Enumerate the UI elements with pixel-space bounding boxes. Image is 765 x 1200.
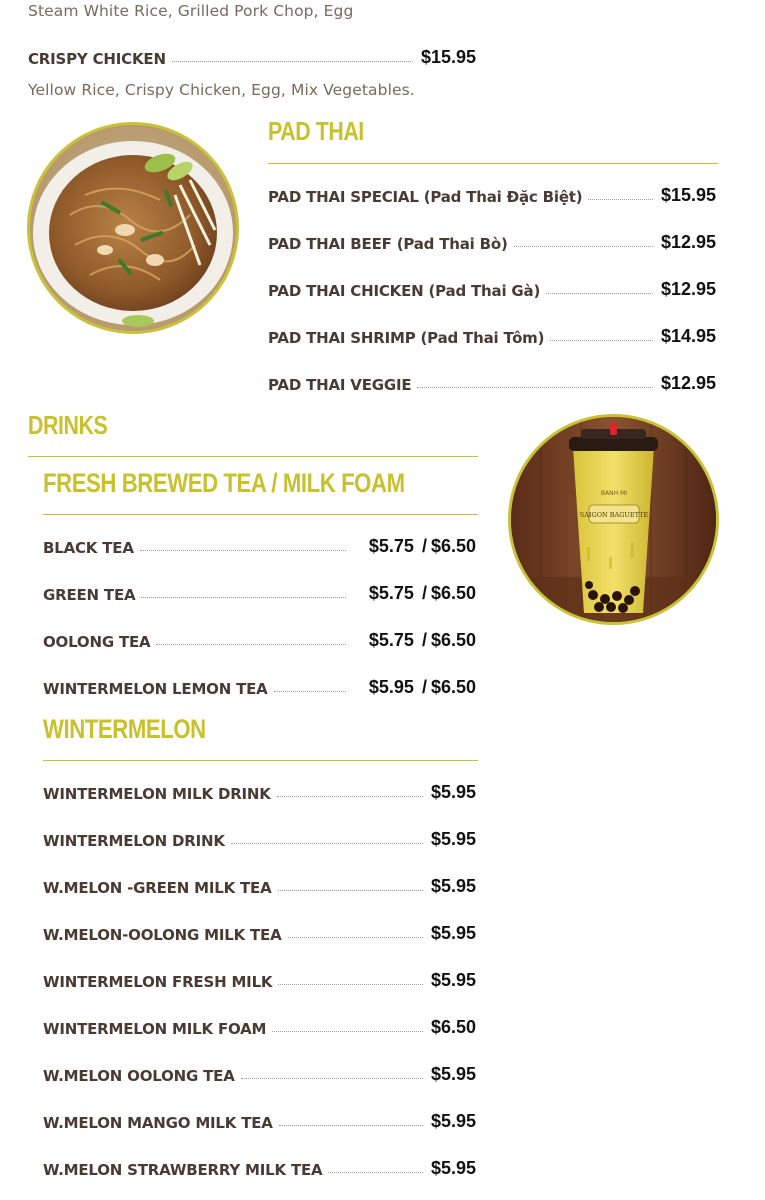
menu-item-green-tea[interactable] [43,582,476,604]
item-name: W.MELON MANGO MILK TEA [43,1114,273,1132]
dot-leader [328,1172,422,1173]
item-name: WINTERMELON FRESH MILK [43,973,273,991]
menu-item-oolong-tea[interactable] [43,629,476,651]
price-separator: / [421,536,427,556]
dot-leader [272,1031,423,1032]
item-name: PAD THAI SHRIMP (Pad Thai Tôm) [268,329,545,347]
dot-leader [417,387,653,388]
item-price: $15.95 [660,185,716,205]
price-milk-foam: $6.50 [430,630,476,650]
section-title-pad-thai: PAD THAI [268,116,364,146]
item-price: $14.95 [660,326,716,346]
price-separator: / [421,677,427,697]
item-price: $12.95 [660,279,716,299]
item-price: $12.95 [660,373,716,393]
dot-leader [141,597,346,598]
item-price [354,583,476,604]
item-name: PAD THAI SPECIAL (Pad Thai Đặc Biệt) [268,188,583,206]
price-milk-foam: $6.50 [430,677,476,697]
menu-item-wmelon-oolong-tea[interactable] [43,1063,476,1085]
dot-leader [588,199,653,200]
dot-leader [288,937,423,938]
cup-brand-small: BANH MI [600,490,628,497]
cup-brand: SAIGON BAGUETTE [579,511,649,519]
item-price: $5.95 [430,923,476,943]
item-price [354,630,476,651]
item-price: $5.95 [430,1064,476,1084]
menu-item-pad-thai-beef[interactable] [268,231,716,253]
item-price: $6.50 [430,1017,476,1037]
item-name: W.MELON OOLONG TEA [43,1067,235,1085]
section-title-drinks: DRINKS [28,410,108,440]
dot-leader [514,246,653,247]
item-name: W.MELON STRAWBERRY MILK TEA [43,1161,323,1179]
item-price: $15.95 [420,47,476,67]
item-name: GREEN TEA [43,586,136,604]
price-milk-foam: $6.50 [430,583,476,603]
dot-leader [550,340,653,341]
item-price: $5.95 [430,876,476,896]
price-regular: $5.75 [368,630,414,650]
item-name: WINTERMELON MILK DRINK [43,785,271,803]
section-divider [268,163,718,164]
dot-leader [156,644,346,645]
price-milk-foam: $6.50 [430,536,476,556]
menu-item-wintermelon-drink[interactable] [43,828,476,850]
menu-item-wintermelon-lemon-tea[interactable] [43,676,476,698]
price-separator: / [421,630,427,650]
menu-item-wintermelon-fresh-milk[interactable] [43,969,476,991]
menu-item-wmelon-oolong-milk-tea[interactable] [43,922,476,944]
dot-leader [172,61,413,62]
menu-item-crispy-chicken[interactable] [28,46,476,68]
price-regular: $5.75 [368,536,414,556]
item-name: WINTERMELON DRINK [43,832,225,850]
item-name: WINTERMELON MILK FOAM [43,1020,267,1038]
item-name: PAD THAI BEEF (Pad Thai Bò) [268,235,508,253]
pad-thai-photo [27,122,239,334]
dot-leader [278,890,423,891]
item-name: W.MELON-OOLONG MILK TEA [43,926,282,944]
bubble-tea-photo [508,414,719,625]
item-name: WINTERMELON LEMON TEA [43,680,268,698]
item-description: Yellow Rice, Crispy Chicken, Egg, Mix Vegetables. [28,81,415,99]
pad-thai-illustration [30,125,236,331]
item-description: Steam White Rice, Grilled Pork Chop, Egg [28,2,354,20]
item-name: PAD THAI VEGGIE [268,376,412,394]
dot-leader [279,1125,423,1126]
menu-item-black-tea[interactable] [43,535,476,557]
item-name: BLACK TEA [43,539,134,557]
price-regular: $5.95 [368,677,414,697]
menu-item-pad-thai-veggie[interactable] [268,372,716,394]
dot-leader [278,984,423,985]
item-price [354,536,476,557]
item-name: W.MELON -GREEN MILK TEA [43,879,272,897]
menu-item-wmelon-strawberry-milk-tea[interactable] [43,1157,476,1179]
item-price: $5.95 [430,782,476,802]
dot-leader [546,293,653,294]
item-price: $5.95 [430,970,476,990]
menu-item-pad-thai-special[interactable] [268,184,716,206]
price-separator: / [421,583,427,603]
menu-item-wintermelon-milk-foam[interactable] [43,1016,476,1038]
menu-item-wmelon-mango-milk-tea[interactable] [43,1110,476,1132]
menu-item-wintermelon-milk-drink[interactable] [43,781,476,803]
item-name: OOLONG TEA [43,633,151,651]
item-price: $5.95 [430,829,476,849]
menu-item-pad-thai-shrimp[interactable] [268,325,716,347]
menu-item-wmelon-green-milk-tea[interactable] [43,875,476,897]
dot-leader [277,796,423,797]
bubble-tea-illustration [511,417,716,622]
item-name: CRISPY CHICKEN [28,50,166,68]
item-price: $12.95 [660,232,716,252]
menu-item-pad-thai-chicken[interactable] [268,278,716,300]
dot-leader [241,1078,423,1079]
section-title-fresh-brewed-tea: FRESH BREWED TEA / MILK FOAM [43,468,405,498]
item-price [354,677,476,698]
dot-leader [231,843,423,844]
section-divider [43,514,478,515]
price-regular: $5.75 [368,583,414,603]
item-price: $5.95 [430,1158,476,1178]
section-divider [28,456,478,457]
section-title-wintermelon: WINTERMELON [43,714,206,744]
section-divider [43,760,478,761]
dot-leader [140,550,346,551]
dot-leader [274,691,346,692]
item-price: $5.95 [430,1111,476,1131]
item-name: PAD THAI CHICKEN (Pad Thai Gà) [268,282,541,300]
